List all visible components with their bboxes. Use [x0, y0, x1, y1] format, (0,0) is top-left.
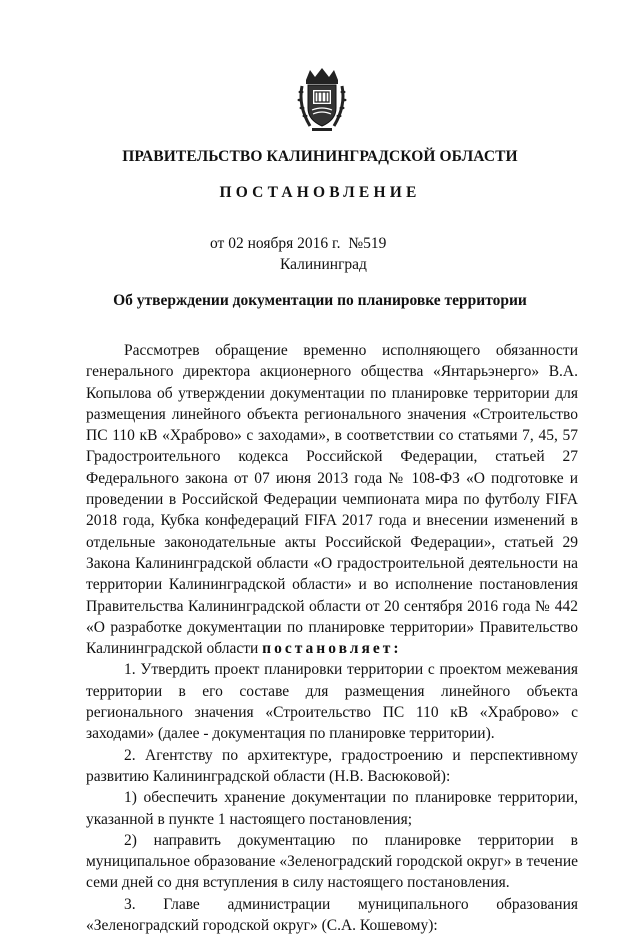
- document-number: №519: [348, 235, 387, 252]
- resolves-word: постановляет:: [262, 640, 402, 658]
- item-1: 1. Утвердить проект планировки территории с проектом межевания территории в его составе для размещения линейного объекта регионального значения «Строительство ПС 110 кВ «Храброво» с заходами» (далее - документация по планировке территории).: [86, 661, 578, 743]
- kaliningrad-coat-of-arms-icon: [296, 66, 348, 132]
- government-title: ПРАВИТЕЛЬСТВО КАЛИНИНГРАДСКОЙ ОБЛАСТИ: [122, 148, 518, 165]
- item-2-1: 1) обеспечить хранение документации по планировке территории, указанной в пункте 1 настоящего постановления;: [86, 789, 578, 828]
- document-city: Калининград: [280, 256, 367, 273]
- document-date: от 02 ноября 2016 г.: [210, 235, 341, 252]
- document-body: [86, 340, 578, 936]
- item-2: 2. Агентству по архитектуре, градостроению и перспективному развитию Калининградской области (Н.В. Васюковой):: [86, 746, 578, 785]
- item-3: 3. Главе администрации муниципального образования «Зеленоградский городской округ» (С.А. Кошевому):: [86, 895, 578, 935]
- date-line: [210, 235, 390, 253]
- item-2-2: 2) направить документацию по планировке территории в муниципальное образование «Зеленоградский городской округ» в течение семи дней со дня вступления в силу настоящего постановления.: [86, 831, 578, 892]
- document-subject: Об утверждении документации по планировке территории: [113, 292, 527, 309]
- intro-text: Рассмотрев обращение временно исполняющего обязанности генерального директора акционерного общества «Янтарьэнерго» В.А. Копылова об утверждении документации по планировке территории для размещения линейного объекта регионального значения «Строительство ПС 110 кВ «Храброво» с заходами», в соответствии со статьями 7, 45, 57 Градостроительного кодекса Российской Федерации, статьей 27 Федерального закона от 07 июня 2013 года № 108-ФЗ «О подготовке и проведении в Российской Федерации чемпионата мира по футболу FIFA 2018 года, Кубка конфедераций FIFA 2017 года и внесении изменений в отдельные законодательные акты Российской Федерации», статьей 29 Закона Калининградской области «О градостроительной деятельности на территории Калининградской области» и во исполнение постановления Правительства Калининградской области от 20 сентября 2016 года № 442 «О разработке документации по планировке территории» Правительство Калининградской области: [86, 342, 578, 658]
- document-type: ПОСТАНОВЛЕНИЕ: [219, 184, 421, 201]
- intro-paragraph: [86, 340, 578, 659]
